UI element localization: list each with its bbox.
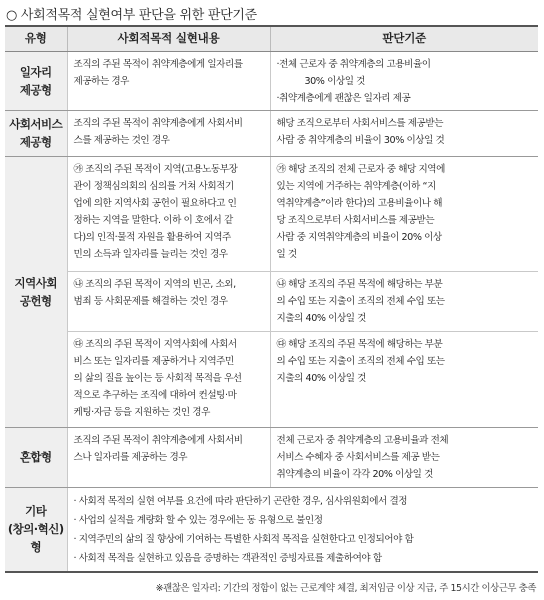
- table-row: [5, 331, 538, 427]
- type-cell-job: 일자리 제공형: [5, 51, 67, 110]
- criteria-line: ·취약계층에게 괜찮은 일자리 제공: [276, 92, 411, 104]
- other-item: · 지역주민의 삶의 질 향상에 기여하는 특별한 사회적 목적을 실현한다고 인정되어야 함: [73, 533, 414, 545]
- type-cell-other: 기타 (창의·혁신) 형: [5, 487, 67, 572]
- criteria-line: 30% 이상일 것: [304, 75, 365, 87]
- content-cell-mixed: 조직의 주된 목적이 취약계층에게 사회서비 스나 일자리를 제공하는 경우: [67, 427, 270, 487]
- criteria-cell-mixed: 전체 근로자 중 취약계층의 고용비율과 전체 서비스 수혜자 중 사회서비스를 제공 받는 취약계층의 비율이 각각 20% 이상일 것: [270, 427, 538, 487]
- type-cell-mixed: 혼합형: [5, 427, 67, 487]
- type-cell-community: 지역사회 공헌형: [5, 156, 67, 427]
- table-row: [5, 487, 538, 572]
- other-item: · 사회적 목적의 실현 여부를 요건에 따라 판단하기 곤란한 경우, 심사위원회에서 결정: [73, 495, 408, 507]
- criteria-table: [5, 25, 538, 573]
- content-cell-other: [67, 487, 538, 572]
- type-cell-service: 사회서비스 제공형: [5, 110, 67, 156]
- criteria-line: ·전체 근로자 중 취약계층의 고용비율이: [276, 58, 431, 70]
- content-cell-service: 조직의 주된 목적이 취약계층에게 사회서비 스를 제공하는 것인 경우: [67, 110, 270, 156]
- table-row: [5, 427, 538, 487]
- content-cell-community-b: ㉯ 조직의 주된 목적이 지역의 빈곤, 소외, 범죄 등 사회문제를 해결하는 것인 경우: [67, 271, 270, 331]
- table-row: [5, 51, 538, 110]
- criteria-cell-community-c: ㉰ 해당 조직의 주된 목적에 해당하는 부분 의 수입 또는 지출이 조직의 전체 수입 또는 지출의 40% 이상일 것: [270, 331, 538, 427]
- page-title: ○ 사회적목적 실현여부 판단을 위한 판단기준: [6, 8, 257, 23]
- criteria-cell-job: [270, 51, 538, 110]
- footnote: ※괜찮은 일자리: 기간의 정함이 없는 근로계약 체결, 최저임금 이상 지급, 주 15시간 이상근무 충족: [155, 583, 536, 594]
- table-row: [5, 110, 538, 156]
- criteria-cell-service: 해당 조직으로부터 사회서비스를 제공받는 사람 중 취약계층의 비율이 30% 이상일 것: [270, 110, 538, 156]
- criteria-cell-community-b: ㉯ 해당 조직의 주된 목적에 해당하는 부분 의 수입 또는 지출이 조직의 전체 수입 또는 지출의 40% 이상일 것: [270, 271, 538, 331]
- criteria-cell-community-a: ㉮ 해당 조직의 전체 근로자 중 해당 지역에 있는 지역에 거주하는 취약계층(이하 “지 역취약계층”이라 한다)의 고용비율이나 해 당 조직으로부터 사회서비스를 제공받는 사람 중 지역취약계층의 비율이 20% 이상 일 것: [270, 156, 538, 271]
- content-cell-community-a: ㉮ 조직의 주된 목적이 지역(고용노동부장 관이 정책심의회의 심의를 거쳐 사회적기 업에 의한 지역사회 공헌이 필요하다고 인 정하는 지역을 말한다. 이하 이 호에서 같 다)의 인적·물적 자원을 활용하여 지역주 민의 소득과 일자리를 늘리는 것인 경우: [67, 156, 270, 271]
- other-item: · 사회적 목적을 실현하고 있음을 증명하는 객관적인 증빙자료를 제출하여야 함: [73, 552, 382, 564]
- other-item: · 사업의 실적을 계량화 할 수 있는 경우에는 동 유형으로 불인정: [73, 514, 323, 526]
- content-cell-community-c: ㉰ 조직의 주된 목적이 지역사회에 사회서 비스 또는 일자리를 제공하거나 지역주민 의 삶의 질을 높이는 등 사회적 목적을 우선 적으로 추구하는 조직에 대하여 컨설팅·마 케팅·자금 등을 지원하는 것인 경우: [67, 331, 270, 427]
- table-header-row: [5, 26, 538, 51]
- table-row: [5, 156, 538, 271]
- table-row: [5, 271, 538, 331]
- header-type: 유형: [5, 26, 67, 51]
- header-content: 사회적목적 실현내용: [67, 26, 270, 51]
- header-criteria: 판단기준: [270, 26, 538, 51]
- content-cell-job: 조직의 주된 목적이 취약계층에게 일자리를 제공하는 경우: [67, 51, 270, 110]
